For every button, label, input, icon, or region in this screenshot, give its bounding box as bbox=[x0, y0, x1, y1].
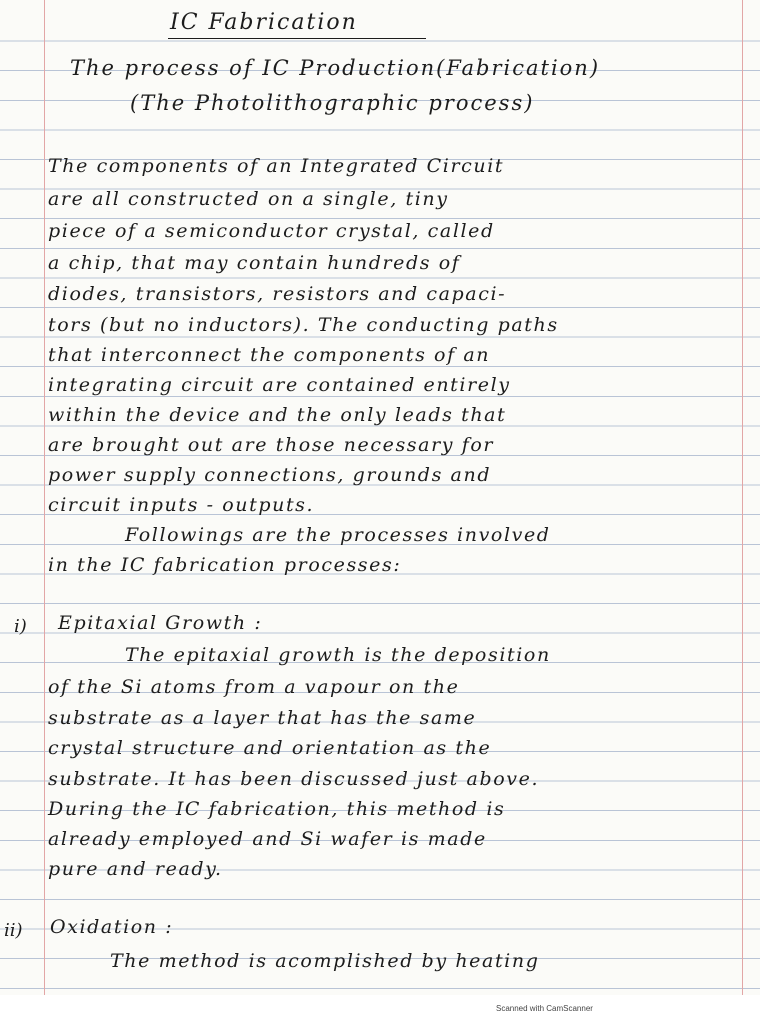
intro-line: a chip, that may contain hundreds of bbox=[48, 252, 461, 274]
intro-line: diodes, transistors, resistors and capaci- bbox=[48, 283, 507, 305]
subtitle-line: The process of IC Production(Fabrication) bbox=[70, 56, 601, 80]
section-line: substrate as a layer that has the same bbox=[48, 707, 477, 729]
section-line: crystal structure and orientation as the bbox=[48, 737, 492, 759]
intro-line: power supply connections, grounds and bbox=[48, 464, 492, 486]
intro-line: in the IC fabrication processes: bbox=[48, 554, 402, 576]
section-marker: i) bbox=[14, 616, 27, 637]
section-line: of the Si atoms from a vapour on the bbox=[48, 676, 460, 698]
section-heading: Epitaxial Growth : bbox=[58, 612, 263, 634]
section-line: already employed and Si wafer is made bbox=[48, 828, 487, 850]
section-heading: Oxidation : bbox=[50, 916, 174, 938]
section-line: The epitaxial growth is the deposition bbox=[125, 644, 551, 666]
page-title: IC Fabrication bbox=[170, 10, 358, 35]
title-underline bbox=[168, 38, 426, 39]
section-line: During the IC fabrication, this method is bbox=[48, 798, 506, 820]
intro-line: that interconnect the components of an bbox=[48, 344, 491, 366]
intro-line: piece of a semiconductor crystal, called bbox=[48, 220, 495, 242]
section-line: pure and ready. bbox=[48, 858, 223, 880]
intro-line: circuit inputs - outputs. bbox=[48, 494, 315, 516]
intro-line: within the device and the only leads that bbox=[48, 404, 507, 426]
intro-line: integrating circuit are contained entirely bbox=[48, 374, 511, 396]
intro-line: Followings are the processes involved bbox=[125, 524, 551, 546]
subtitle-line: (The Photolithographic process) bbox=[130, 91, 535, 115]
section-line: substrate. It has been discussed just above. bbox=[48, 768, 540, 790]
intro-line: The components of an Integrated Circuit bbox=[48, 155, 505, 177]
scanner-watermark: Scanned with CamScanner bbox=[496, 1004, 593, 1013]
intro-line: tors (but no inductors). The conducting paths bbox=[48, 314, 559, 336]
intro-line: are all constructed on a single, tiny bbox=[48, 188, 449, 210]
intro-line: are brought out are those necessary for bbox=[48, 434, 495, 456]
section-marker: ii) bbox=[4, 920, 23, 941]
section-line: The method is acomplished by heating bbox=[110, 950, 540, 972]
